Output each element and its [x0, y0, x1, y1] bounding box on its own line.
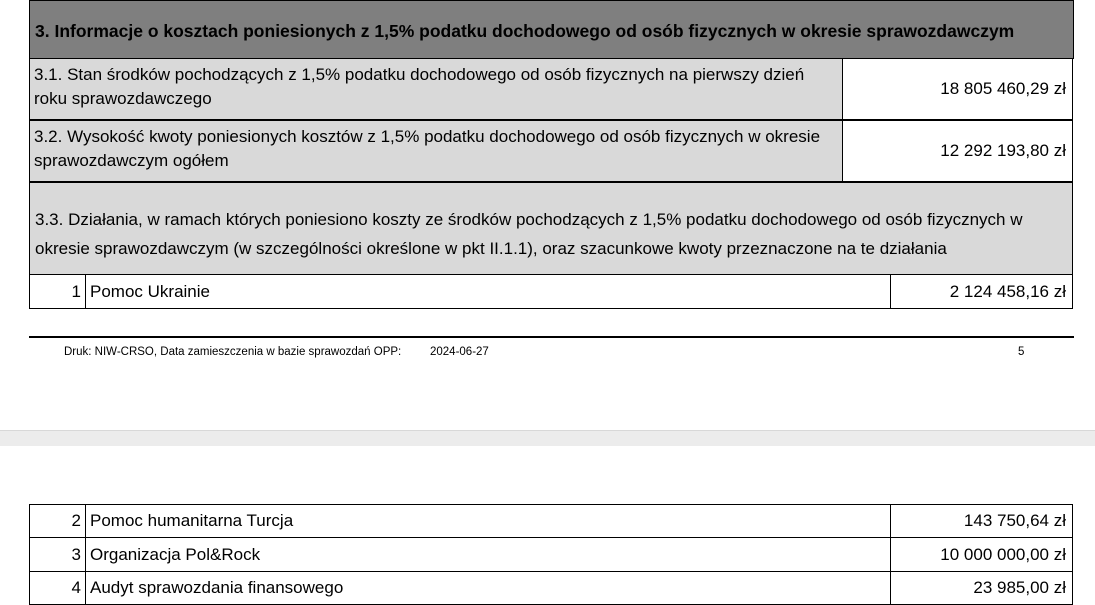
activity-amount: 23 985,00 zł: [973, 578, 1066, 597]
footer-date: 2024-06-27: [430, 346, 489, 358]
footer-print-info: Druk: NIW-CRSO, Data zamieszczenia w bazie sprawozdań OPP:: [64, 346, 402, 358]
row-3-1-amount: 18 805 460,29 zł: [940, 79, 1066, 98]
activity-amount-cell: [890, 504, 1073, 538]
activity-num: 3: [71, 544, 81, 564]
activity-name: Organizacja Pol&Rock: [90, 544, 261, 564]
activity-name-cell: [85, 571, 891, 605]
activity-amount: 10 000 000,00 zł: [940, 544, 1066, 564]
activity-name-cell: [85, 504, 891, 538]
activity-amount-cell: [890, 274, 1073, 309]
activity-amount: 143 750,64 zł: [963, 511, 1066, 530]
row-3-2-text: 3.2. Wysokość kwoty poniesionych kosztów z 1,5% podatku dochodowego od osób fizycznych w okresie sprawozdawczym ogółem: [34, 127, 821, 170]
activity-name-cell: [85, 537, 891, 572]
footer-page-number: 5: [1018, 346, 1025, 358]
row-3-1-amount-cell: [842, 58, 1073, 120]
activity-num: 1: [71, 281, 81, 301]
section-title: 3. Informacje o kosztach poniesionych z 1,5% podatku dochodowego od osób fizycznych w okresie sprawozdawczym: [35, 21, 1015, 41]
activity-num-cell: [29, 504, 86, 538]
activity-name: Pomoc humanitarna Turcja: [90, 511, 294, 530]
activity-amount-cell: [890, 571, 1073, 605]
footer-divider: [29, 336, 1074, 338]
activity-name-cell: [85, 274, 891, 309]
row-3-1-text: 3.1. Stan środków pochodzących z 1,5% podatku dochodowego od osób fizycznych na pierwszy dzień roku sprawozdawczego: [34, 65, 805, 108]
activity-name: Audyt sprawozdania finansowego: [90, 578, 344, 597]
row-3-1-label: [29, 58, 843, 120]
activity-num-cell: [29, 274, 86, 309]
activity-num: 4: [71, 578, 81, 597]
row-3-3-text: 3.3. Działania, w ramach których poniesiono koszty ze środków pochodzących z 1,5% podatku dochodowego od osób fizycznych w okresie sprawozdawczym (w szczególności określone w pkt II.1.1), oraz szacunkowe kwoty przeznaczone na te działania: [35, 210, 1023, 258]
activity-amount-cell: [890, 537, 1073, 572]
activity-name: Pomoc Ukrainie: [90, 281, 210, 301]
row-3-2-amount: 12 292 193,80 zł: [940, 141, 1066, 160]
activity-amount: 2 124 458,16 zł: [949, 281, 1066, 301]
row-3-2-label: [29, 120, 843, 182]
page-separator: [0, 430, 1095, 446]
activity-num-cell: [29, 537, 86, 572]
section-header: [29, 0, 1074, 59]
row-3-3: [29, 182, 1073, 275]
activity-num-cell: [29, 571, 86, 605]
row-3-2-amount-cell: [842, 120, 1073, 182]
activity-num: 2: [71, 511, 81, 530]
